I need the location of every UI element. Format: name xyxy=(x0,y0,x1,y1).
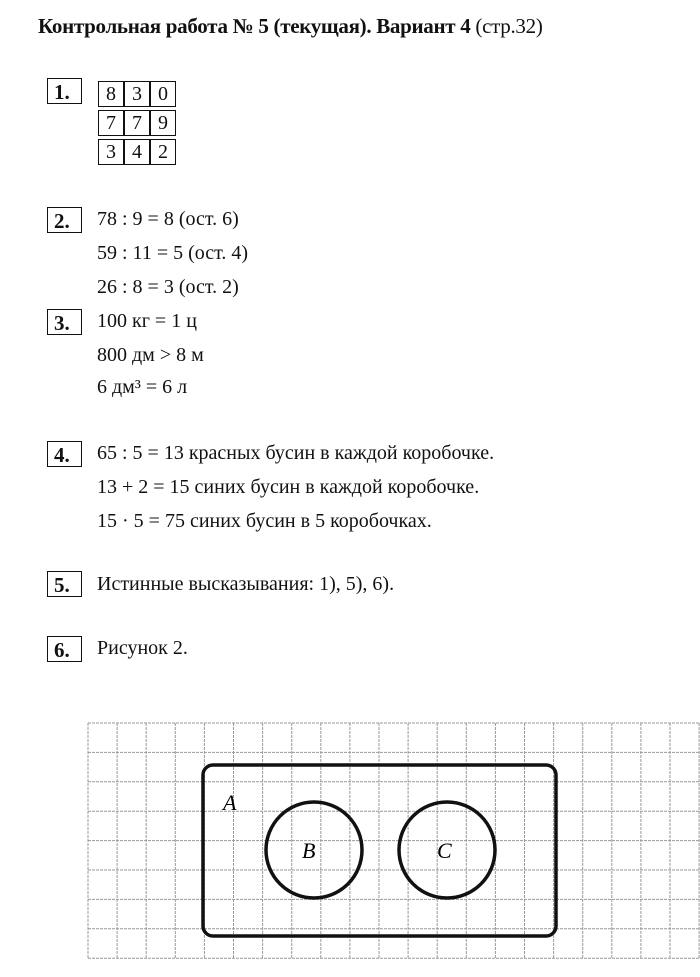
task-6-line: Рисунок 2. xyxy=(97,637,188,659)
task-3-line: 100 кг = 1 ц xyxy=(97,310,197,332)
task-5-line: Истинные высказывания: 1), 5), 6). xyxy=(97,573,395,595)
title-main: Контрольная работа № 5 (текущая). Вариант 4 xyxy=(38,14,471,38)
task-3-line: 6 дм³ = 6 л xyxy=(97,376,188,398)
task-number-6: 6. xyxy=(47,636,82,662)
task-2-line: 59 : 11 = 5 (ост. 4) xyxy=(97,242,249,264)
task-number-1: 1. xyxy=(47,78,82,104)
task-number-5: 5. xyxy=(47,571,82,597)
digit-cell: 0 xyxy=(150,81,176,107)
set-a-rectangle xyxy=(203,765,556,936)
title-page-ref: (стр.32) xyxy=(475,14,543,38)
label-c: C xyxy=(437,838,452,863)
digit-cell: 7 xyxy=(98,110,124,136)
task-4-line: 15 · 5 = 75 синих бусин в 5 коробочках. xyxy=(97,510,432,532)
task-2-line: 78 : 9 = 8 (ост. 6) xyxy=(97,208,239,230)
task-3-line: 800 дм > 8 м xyxy=(97,344,204,366)
grid-paper xyxy=(88,723,700,958)
digit-cell: 3 xyxy=(98,139,124,165)
digit-cell: 2 xyxy=(150,139,176,165)
digit-cell: 3 xyxy=(124,81,150,107)
task-2-line: 26 : 8 = 3 (ост. 2) xyxy=(97,276,239,298)
task-4-line: 13 + 2 = 15 синих бусин в каждой коробочке. xyxy=(97,476,480,498)
task-number-3: 3. xyxy=(47,309,82,335)
digit-cell: 8 xyxy=(98,81,124,107)
digit-cell: 7 xyxy=(124,110,150,136)
digit-cell: 4 xyxy=(124,139,150,165)
label-a: A xyxy=(223,790,237,815)
digit-cell: 9 xyxy=(150,110,176,136)
task-number-4: 4. xyxy=(47,441,82,467)
task-4-line: 65 : 5 = 13 красных бусин в каждой коробочке. xyxy=(97,442,495,464)
task-number-2: 2. xyxy=(47,207,82,233)
label-b: B xyxy=(302,838,316,863)
